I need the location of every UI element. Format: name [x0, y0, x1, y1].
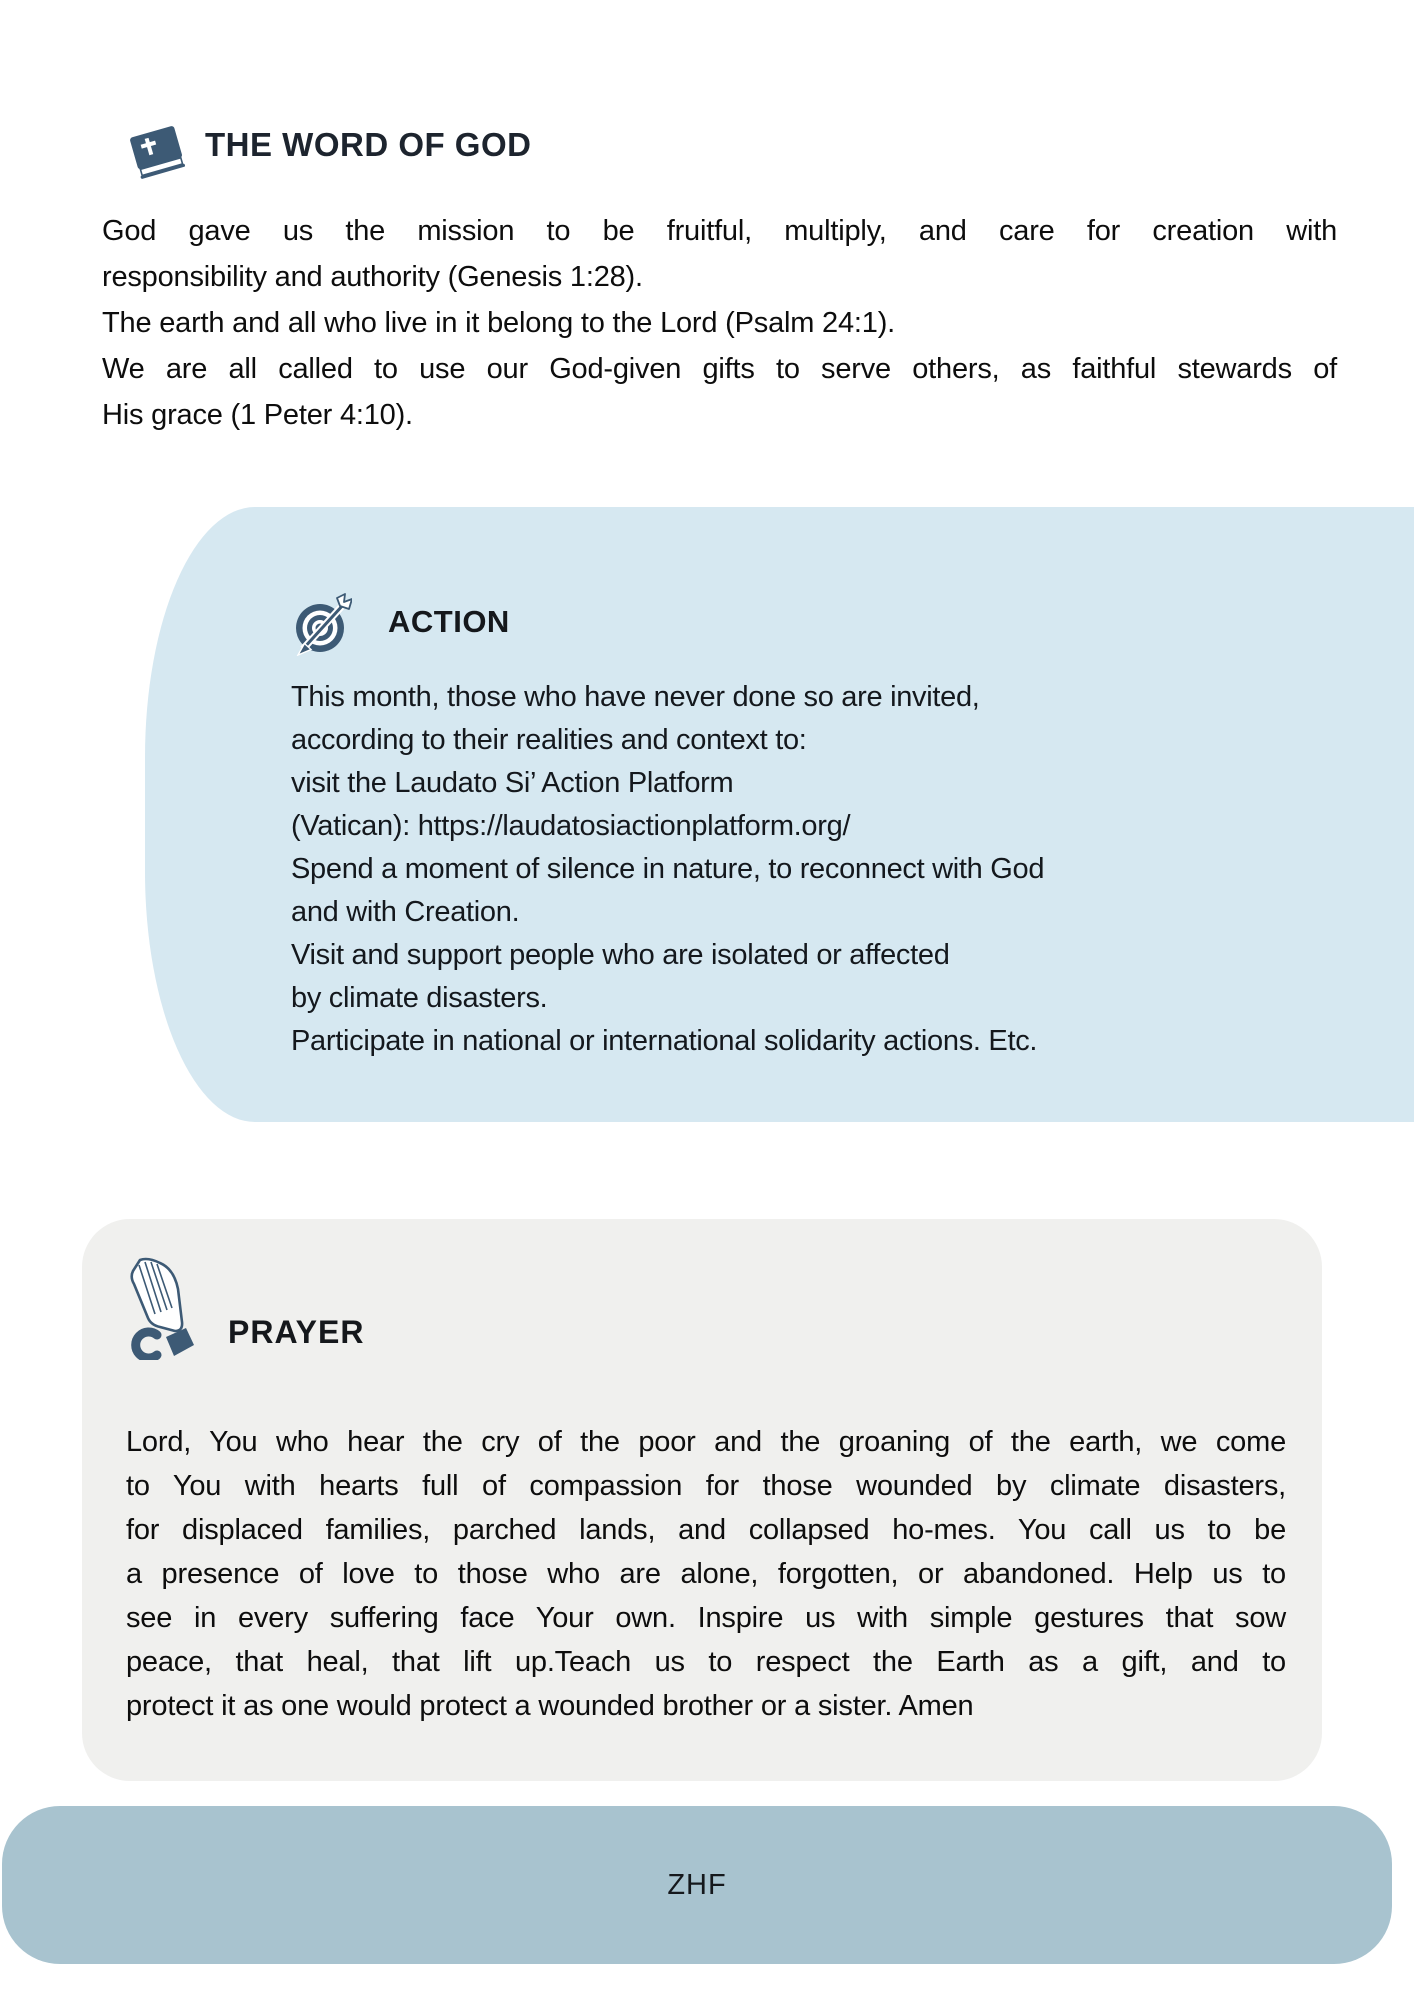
action-line: visit the Laudato Si’ Action Platform [291, 767, 734, 799]
prayer-line: protect it as one would protect a wounded brother or a sister. Amen [126, 1690, 974, 1722]
action-line: according to their realities and context to: [291, 724, 807, 756]
word-line: responsibility and authority (Genesis 1:28). [102, 261, 643, 293]
praying-hands-icon [122, 1256, 202, 1360]
prayer-line: a presence of love to those who are alone, forgotten, or abandoned. Help us to [126, 1558, 1286, 1590]
footer-bar [2, 1806, 1392, 1964]
prayer-line: see in every suffering face Your own. Inspire us with simple gestures that sow [126, 1602, 1286, 1634]
action-text [291, 676, 1351, 1063]
prayer-text [126, 1420, 1286, 1728]
prayer-line: peace, that heal, that lift up.Teach us to respect the Earth as a gift, and to [126, 1646, 1286, 1678]
action-line: Participate in national or international solidarity actions. Etc. [291, 1025, 1038, 1057]
prayer-line: to You with hearts full of compassion for those wounded by climate disasters, [126, 1470, 1286, 1502]
word-of-god-text [102, 208, 1337, 438]
action-line: This month, those who have never done so are invited, [291, 681, 980, 713]
prayer-line: for displaced families, parched lands, and collapsed ho-mes. You call us to be [126, 1514, 1286, 1546]
action-line: and with Creation. [291, 896, 520, 928]
bible-book-icon [126, 122, 188, 180]
footer-label: ZHF [667, 1868, 727, 1901]
target-arrow-icon [294, 592, 352, 656]
word-line: His grace (1 Peter 4:10). [102, 399, 413, 431]
action-line: Visit and support people who are isolated or affected [291, 939, 950, 971]
word-of-god-title: THE WORD OF GOD [205, 126, 532, 163]
action-line-url: (Vatican): https://laudatosiactionplatform.org/ [291, 810, 851, 842]
word-line: We are all called to use our God-given gifts to serve others, as faithful stewards of [102, 353, 1337, 385]
action-title: ACTION [388, 604, 510, 639]
word-line: The earth and all who live in it belong to the Lord (Psalm 24:1). [102, 307, 896, 339]
word-line: God gave us the mission to be fruitful, multiply, and care for creation with [102, 215, 1337, 247]
prayer-title: PRAYER [228, 1314, 365, 1350]
prayer-line: Lord, You who hear the cry of the poor and the groaning of the earth, we come [126, 1426, 1286, 1458]
action-line: by climate disasters. [291, 982, 548, 1014]
action-line: Spend a moment of silence in nature, to reconnect with God [291, 853, 1045, 885]
